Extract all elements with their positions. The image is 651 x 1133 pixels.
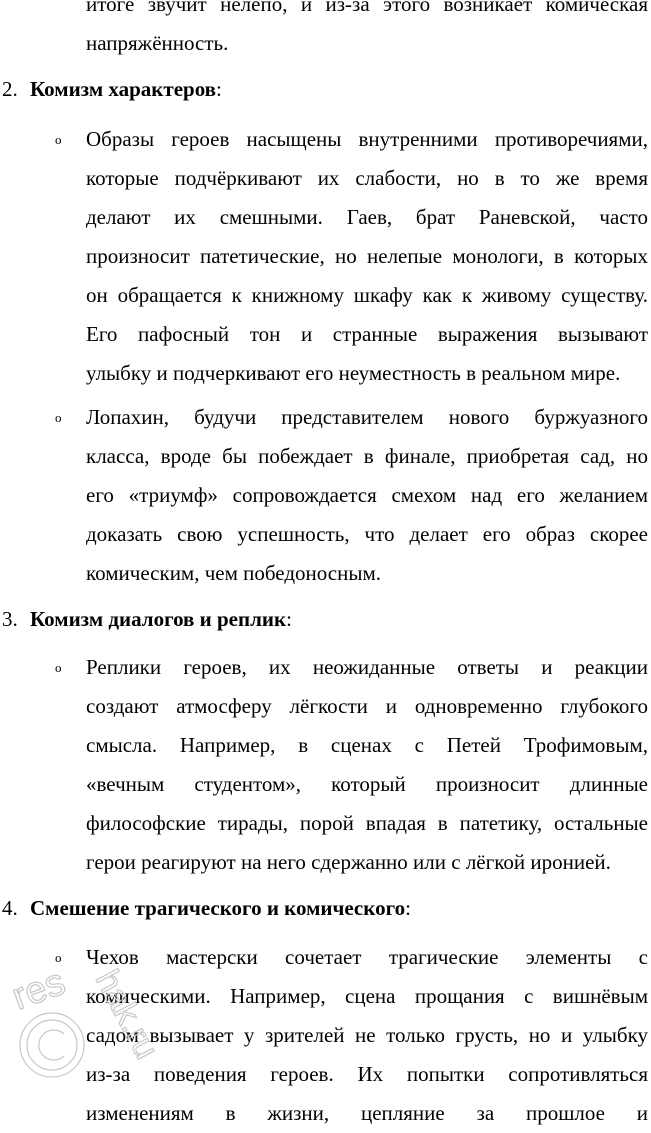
text-line: комическим, чем победоносным. xyxy=(86,561,381,585)
bullet-icon: o xyxy=(55,410,62,425)
bullet-icon: o xyxy=(55,950,62,965)
svg-text:hak.ru: hak.ru xyxy=(87,963,166,1066)
list-item-heading xyxy=(2,600,642,639)
text-line: Образы героев насыщены внутренними противоречиями, xyxy=(86,127,648,151)
text-line: которые подчёркивают их слабости, но в то же время xyxy=(86,166,648,190)
bullet-icon: o xyxy=(55,132,62,147)
text-line: садом вызывает у зрителей не только грусть, но и улыбку xyxy=(86,1023,648,1047)
text-line: философские тирады, порой впадая в патетику, остальные xyxy=(86,811,648,835)
colon: : xyxy=(216,77,222,101)
text-line: его «триумф» сопровождается смехом над его желанием xyxy=(86,483,648,507)
item-title: Комизм диалогов и реплик xyxy=(30,607,287,631)
text-line: из-за поведения героев. Их попытки сопротивляться xyxy=(86,1062,648,1086)
svg-text:res: res xyxy=(6,960,71,1019)
text-line: напряжённость. xyxy=(86,31,229,55)
colon: : xyxy=(286,607,292,631)
item-number: 4. xyxy=(2,896,18,920)
text-line: улыбку и подчеркивают его неуместность в реальном мире. xyxy=(86,361,621,385)
text-line: «вечным студентом», который произносит длинные xyxy=(86,772,648,796)
text-line: произносит патетические, но нелепые монологи, в которых xyxy=(86,244,648,268)
sub-item xyxy=(86,648,648,882)
text-line: Реплики героев, их неожиданные ответы и реакции xyxy=(86,655,648,679)
text-line: он обращается к книжному шкафу как к живому существу. xyxy=(86,283,648,307)
text-line: Лопахин, будучи представителем нового буржуазного xyxy=(86,405,648,429)
text-line: класса, вроде бы побеждает в финале, приобретая сад, но xyxy=(86,444,648,468)
bullet-icon: o xyxy=(55,660,62,675)
item-number: 2. xyxy=(2,77,18,101)
sub-item xyxy=(86,398,648,593)
list-item-heading xyxy=(2,70,642,109)
item-title: Комизм характеров xyxy=(30,77,217,101)
item-number: 3. xyxy=(2,607,18,631)
text-line: комическими. Например, сцена прощания с вишнёвым xyxy=(86,984,648,1008)
text-line: герои реагируют на него сдержанно или с лёгкой иронией. xyxy=(86,850,611,874)
text-line: доказать свою успешность, что делает его образ скорее xyxy=(86,522,648,546)
intro-paragraph xyxy=(86,0,648,63)
sub-item xyxy=(86,120,648,393)
text-line: итоге звучит нелепо, и из-за этого возникает комическая xyxy=(86,0,648,16)
text-line: создают атмосферу лёгкости и одновременно глубокого xyxy=(86,694,648,718)
item-title: Смешение трагического и комического xyxy=(30,896,406,920)
text-line: смысла. Например, в сценах с Петей Трофимовым, xyxy=(86,733,648,757)
sub-item xyxy=(86,938,648,1133)
text-line: Его пафосный тон и странные выражения вызывают xyxy=(86,322,648,346)
colon: : xyxy=(405,896,411,920)
list-item-heading xyxy=(2,889,642,928)
text-line: изменениям в жизни, цепляние за прошлое и xyxy=(86,1101,648,1125)
text-line: Чехов мастерски сочетает трагические элементы с xyxy=(86,945,648,969)
text-line: делают их смешными. Гаев, брат Раневской, часто xyxy=(86,205,648,229)
